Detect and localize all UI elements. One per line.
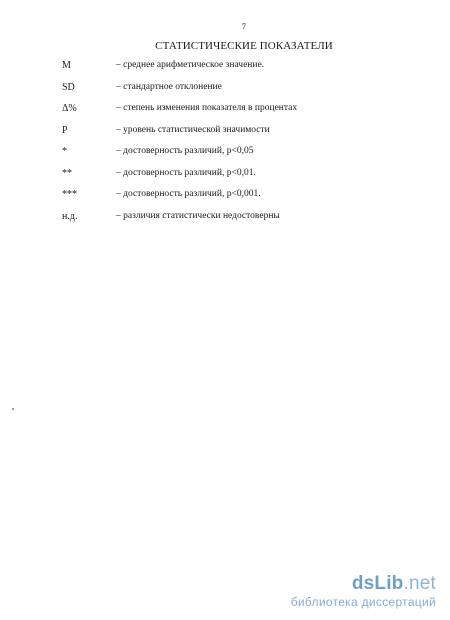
abbreviation-term: *** xyxy=(62,189,77,200)
abbreviation-term: P xyxy=(62,124,68,136)
abbreviation-description: – среднее арифметическое значение. xyxy=(116,60,265,70)
abbreviation-description: – различия статистически недостоверны xyxy=(116,210,280,221)
abbreviation-description: – стандартное отклонение xyxy=(116,81,222,92)
abbreviation-list xyxy=(62,60,392,232)
abbreviation-term: Δ% xyxy=(62,103,77,114)
abbreviation-term: н.д. xyxy=(62,210,78,222)
abbreviation-term: M xyxy=(62,60,71,71)
abbreviation-description: – степень изменения показателя в процентах xyxy=(116,103,298,113)
watermark-logo-main: dsLib xyxy=(351,573,404,594)
abbreviation-description: – достоверность различий, р<0,05 xyxy=(116,146,254,156)
abbreviation-description: – уровень статистической значимости xyxy=(116,124,270,135)
scan-artifact-dot xyxy=(12,408,14,410)
abbreviation-row xyxy=(62,168,392,190)
abbreviation-description: – достоверность различий, р<0,01. xyxy=(116,167,256,178)
abbreviation-row xyxy=(62,189,392,211)
abbreviation-description: – достоверность различий, р<0,001. xyxy=(116,189,261,199)
abbreviation-row xyxy=(62,60,392,82)
abbreviation-row xyxy=(62,103,392,125)
abbreviation-row xyxy=(62,146,392,168)
abbreviation-row xyxy=(62,125,392,147)
abbreviation-row xyxy=(62,82,392,104)
watermark-tagline: библиотека диссертаций xyxy=(290,595,436,609)
abbreviation-term: SD xyxy=(62,81,75,93)
section-title: СТАТИСТИЧЕСКИЕ ПОКАЗАТЕЛИ xyxy=(155,40,333,52)
page-number: 7 xyxy=(242,22,246,31)
abbreviation-term: ** xyxy=(62,167,72,179)
watermark-logo xyxy=(291,574,436,594)
watermark xyxy=(291,574,436,610)
watermark-logo-suffix: .net xyxy=(403,573,436,594)
abbreviation-row xyxy=(62,211,392,233)
abbreviation-term: * xyxy=(62,146,67,157)
